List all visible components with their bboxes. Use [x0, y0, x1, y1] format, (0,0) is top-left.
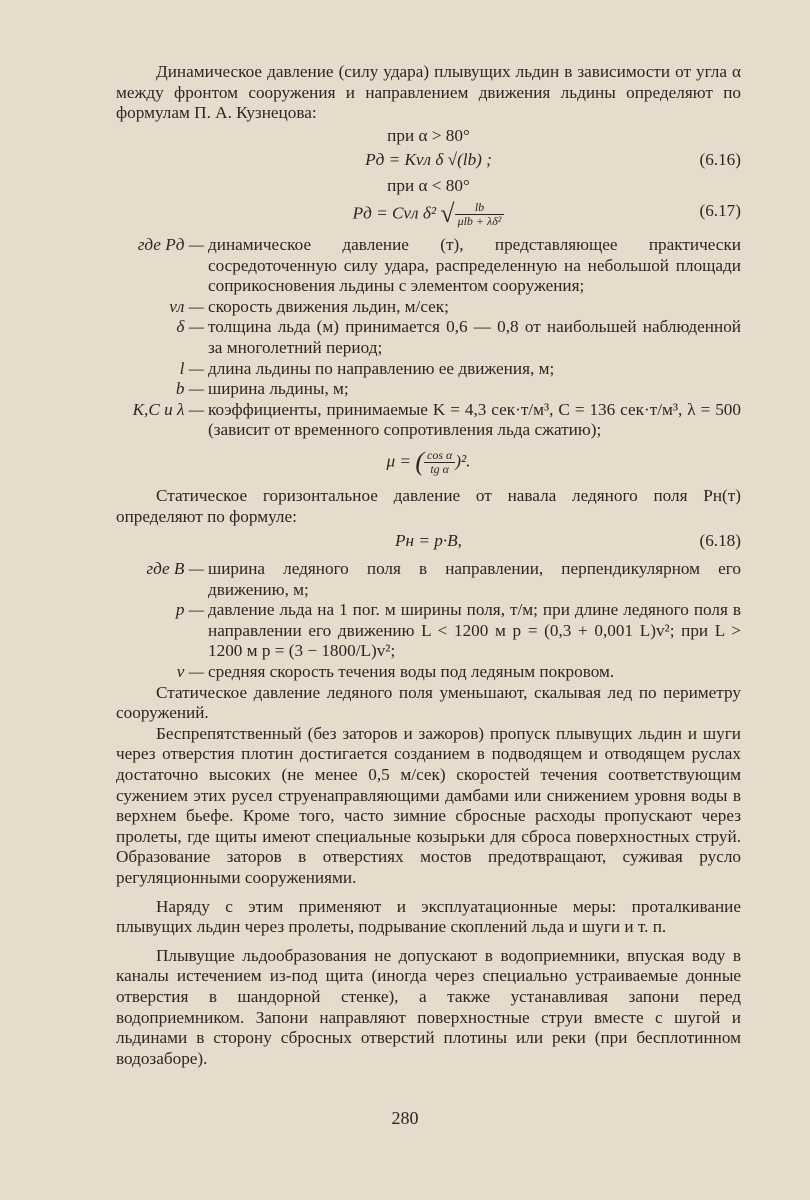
definition-symbol: v —	[176, 662, 204, 682]
definition-symbol: δ —	[176, 317, 204, 337]
paragraph-reduction: Статическое давление ледяного поля уменьшают, скалывая лед по периметру сооружений.	[116, 682, 741, 723]
definitions-list-2	[116, 559, 741, 683]
mu-fraction	[424, 449, 455, 476]
definition-item	[116, 662, 741, 683]
definition-item	[116, 297, 741, 318]
paragraph-intakes: Плывущие льдообразования не допускают в водоприемники, впуская воду в каналы истечением из-под щита (иногда через специально устраиваемые донные отверстия в шандорной стенке), а также устанавливая запони перед водоприемником. Запони направляют поверхностные струи вместе с шугой и льдинами в сторону сбросных отверстий плотины или реки (при бесплотинном водозаборе).	[116, 945, 741, 1068]
equation-6-16-number: (6.16)	[699, 150, 741, 170]
page-body	[116, 62, 741, 1069]
definition-item	[116, 559, 741, 600]
definition-item	[116, 600, 741, 662]
definition-text: длина льдины по направлению ее движения, м;	[208, 358, 555, 378]
definition-symbol: vл —	[169, 296, 204, 316]
equation-6-17-number: (6.17)	[699, 200, 741, 220]
definition-symbol: где B —	[146, 559, 204, 579]
definition-item	[116, 359, 741, 380]
equation-6-16	[116, 146, 741, 174]
definition-text: давление льда на 1 пог. м ширины поля, т/м; при длине ледяного поля в направлении его движению L < 1200 м p = (0,3 + 0,001 L)v²; при L > 1200 м p = (3 − 1800/L)v²;	[208, 600, 741, 661]
definition-symbol: K,C и λ —	[132, 399, 204, 419]
mu-tail: )².	[455, 451, 471, 471]
sqrt-icon: √	[440, 199, 455, 229]
definition-text: средняя скорость течения воды под ледяным покровом.	[208, 662, 615, 682]
paragraph-operational: Наряду с этим применяют и эксплуатационные меры: проталкивание плывущих льдин через пролеты, подрывание скоплений льда и шуги и т. п.	[116, 896, 741, 937]
definition-text: коэффициенты, принимаемые K = 4,3 сек·т/м³, C = 136 сек·т/м³, λ = 500 (зависит от временного сопротивления льда сжатию);	[208, 399, 741, 440]
definition-text: динамическое давление (т), представляющее практически сосредоточенную силу удара, распределенную на небольшой площади соприкосновения льдины с элементом сооружения;	[208, 234, 741, 296]
condition-2: при α < 80°	[387, 176, 470, 196]
fraction-denominator: μlb + λδ²	[457, 213, 502, 228]
paragraph-static-pressure: Статическое горизонтальное давление от навала ледяного поля Pн(т) определяют по формуле:	[116, 485, 741, 526]
mu-numerator: cos α	[424, 449, 455, 463]
equation-6-17-fraction	[455, 201, 505, 228]
equation-6-16-formula: Pд = Kvл δ √(lb) ;	[365, 150, 492, 170]
equation-6-18-formula: Pн = p·B,	[395, 531, 462, 551]
definition-item	[116, 235, 741, 297]
mu-denominator: tg α	[430, 461, 449, 476]
equation-6-18-number: (6.18)	[699, 531, 741, 551]
page-number: 280	[391, 1108, 419, 1128]
definitions-list	[116, 235, 741, 441]
definition-item	[116, 379, 741, 400]
definition-item	[116, 317, 741, 358]
equation-6-17	[116, 197, 741, 231]
definition-symbol: l —	[179, 358, 204, 378]
mu-formula	[116, 449, 741, 476]
definition-text: ширина льдины, м;	[208, 379, 349, 399]
definition-item	[116, 400, 741, 441]
definition-text: толщина льда (м) принимается 0,6 — 0,8 от наибольшей наблюденной за многолетний период;	[208, 317, 741, 357]
equation-6-18	[116, 527, 741, 555]
definition-text: скорость движения льдин, м/сек;	[208, 296, 449, 316]
definition-symbol: b —	[175, 379, 204, 399]
definition-symbol: p —	[175, 600, 204, 620]
mu-lhs: μ =	[386, 451, 412, 471]
open-paren-icon: (	[415, 447, 424, 477]
definition-symbol: где Pд —	[137, 234, 204, 254]
fraction-numerator: lb	[455, 201, 505, 215]
paragraph-intro: Динамическое давление (силу удара) плывущих льдин в зависимости от угла α между фронтом сооружения и направлением движения льдины определяют по формулам П. А. Кузнецова:	[116, 62, 741, 123]
equation-6-17-lhs: Pд = Cvл δ²	[352, 203, 436, 223]
equation-6-17-formula	[116, 201, 741, 228]
condition-1: при α > 80°	[387, 125, 470, 145]
definition-text: ширина ледяного поля в направлении, перпендикулярном его движению, м;	[208, 559, 741, 599]
paragraph-ice-passage: Беспрепятственный (без заторов и зажоров) пропуск плывущих льдин и шуги через отверстия плотин достигается созданием в подводящем и отводящем руслах достаточно высоких (не менее 0,5 м/сек) скоростей течения соответствующим сужением этих русел струенаправляющими дамбами или снижением уровня воды в верхнем бьефе. Кроме того, часто зимние сбросные расходы пропускают через пролеты, где щиты имеют специальные козырьки для сброса поверхностных струй. Образование заторов в отверстиях мостов предотвращают, суживая русло регуляционными сооружениями.	[116, 723, 741, 887]
